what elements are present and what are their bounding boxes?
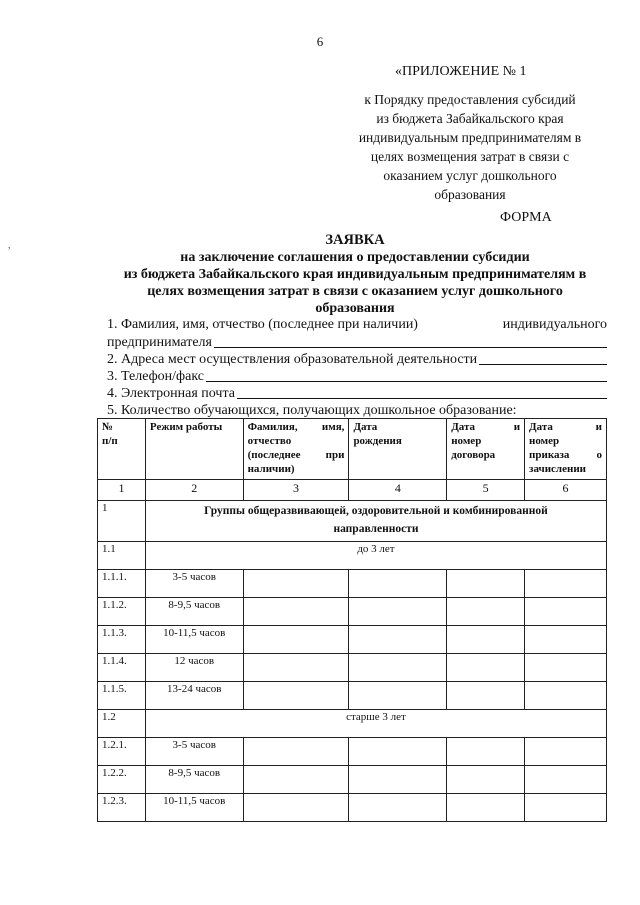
cell-birthdate[interactable] xyxy=(349,738,447,766)
header-text: Дата xyxy=(353,421,378,433)
cell-birthdate[interactable] xyxy=(349,654,447,682)
header-number-sign: № xyxy=(102,421,114,433)
group-title-line: направленности xyxy=(333,523,419,535)
order-line: оказанием услуг дошкольного xyxy=(383,168,557,183)
phone-blank-line[interactable] xyxy=(206,380,607,382)
order-line: целях возмещения затрат в связи с xyxy=(370,149,570,164)
cell-fullname[interactable] xyxy=(243,794,349,822)
cell-contract[interactable] xyxy=(447,626,525,654)
field-name-label: 1. Фамилия, имя, отчество (последнее при наличии) xyxy=(107,317,418,332)
appendix-heading: «ПРИЛОЖЕНИЕ № 1 xyxy=(395,64,527,79)
cell-order[interactable] xyxy=(525,654,607,682)
margin-mark: , xyxy=(8,240,11,251)
title-main: ЗАЯВКА xyxy=(325,232,385,248)
row-number: 1.2.3. xyxy=(98,794,146,822)
header-text: и xyxy=(513,421,521,433)
form-label: ФОРМА xyxy=(500,210,552,225)
order-line: образования xyxy=(434,187,506,202)
field-phone-label: 3. Телефон/факс xyxy=(107,369,205,384)
address-blank-line[interactable] xyxy=(479,363,607,365)
table-row xyxy=(98,682,607,710)
row-mode: 12 часов xyxy=(145,654,243,682)
row-mode: 8-9,5 часов xyxy=(145,766,243,794)
group-title xyxy=(145,501,606,542)
table-row xyxy=(98,794,607,822)
field-phone-row xyxy=(107,368,607,385)
title-line: из бюджета Забайкальского края индивидуальным предпринимателям в xyxy=(123,267,587,282)
cell-contract[interactable] xyxy=(447,738,525,766)
table-row xyxy=(98,738,607,766)
cell-order[interactable] xyxy=(525,598,607,626)
header-birthdate xyxy=(349,419,447,480)
header-text: (последнее xyxy=(247,449,301,461)
cell-birthdate[interactable] xyxy=(349,570,447,598)
cell-order[interactable] xyxy=(525,570,607,598)
column-number: 6 xyxy=(525,480,607,501)
title-line: на заключение соглашения о предоставлении субсидии xyxy=(180,250,530,265)
row-mode: 3-5 часов xyxy=(145,570,243,598)
table-row xyxy=(98,598,607,626)
field-entrepreneur-label: предпринимателя xyxy=(107,335,212,350)
row-number: 1.1.1. xyxy=(98,570,146,598)
header-text: номер xyxy=(529,435,560,447)
header-text: и xyxy=(595,421,602,433)
column-number: 5 xyxy=(447,480,525,501)
cell-contract[interactable] xyxy=(447,570,525,598)
application-title xyxy=(100,232,610,317)
cell-fullname[interactable] xyxy=(243,570,349,598)
email-blank-line[interactable] xyxy=(237,397,607,399)
subgroup-number: 1.1 xyxy=(98,542,146,570)
row-mode: 10-11,5 часов xyxy=(145,794,243,822)
field-address-row xyxy=(107,351,607,368)
field-entrepreneur-row xyxy=(107,334,607,351)
row-number: 1.1.3. xyxy=(98,626,146,654)
cell-birthdate[interactable] xyxy=(349,626,447,654)
header-text: о xyxy=(596,449,602,461)
cell-fullname[interactable] xyxy=(243,598,349,626)
name-blank-line[interactable] xyxy=(214,346,607,348)
subgroup-row xyxy=(98,710,607,738)
cell-birthdate[interactable] xyxy=(349,682,447,710)
title-line: образования xyxy=(315,301,395,316)
field-email-row xyxy=(107,385,607,402)
order-line: индивидуальным предпринимателям в xyxy=(358,130,582,145)
students-table xyxy=(97,418,607,822)
header-text: Фамилия, xyxy=(247,421,298,433)
subgroup-label: старше 3 лет xyxy=(145,710,606,738)
table-row xyxy=(98,766,607,794)
field-name-label-cont: индивидуального xyxy=(502,317,607,332)
header-number xyxy=(98,419,146,480)
header-text: зачислении xyxy=(529,463,587,475)
group-number: 1 xyxy=(98,501,146,542)
column-number: 4 xyxy=(349,480,447,501)
header-mode: Режим работы xyxy=(145,419,243,480)
header-fullname xyxy=(243,419,349,480)
order-line: из бюджета Забайкальского края xyxy=(376,111,564,126)
cell-order[interactable] xyxy=(525,682,607,710)
cell-order[interactable] xyxy=(525,626,607,654)
header-text: Дата xyxy=(529,421,553,433)
order-reference xyxy=(335,90,605,204)
header-number-abbr: п/п xyxy=(102,435,118,447)
cell-contract[interactable] xyxy=(447,598,525,626)
field-email-label: 4. Электронная почта xyxy=(107,386,235,401)
column-number: 3 xyxy=(243,480,349,501)
row-mode: 13-24 часов xyxy=(145,682,243,710)
page-number: 6 xyxy=(316,34,324,49)
cell-order[interactable] xyxy=(525,766,607,794)
header-text: договора xyxy=(451,449,496,461)
cell-birthdate[interactable] xyxy=(349,794,447,822)
header-text: номер xyxy=(451,435,482,447)
field-count-row xyxy=(107,402,607,419)
header-text: приказа xyxy=(529,449,570,461)
cell-contract[interactable] xyxy=(447,794,525,822)
cell-birthdate[interactable] xyxy=(349,766,447,794)
table-row xyxy=(98,570,607,598)
field-address-label: 2. Адреса мест осуществления образовательной деятельности xyxy=(107,352,478,367)
cell-order[interactable] xyxy=(525,794,607,822)
header-text: отчество xyxy=(247,435,292,447)
row-number: 1.1.2. xyxy=(98,598,146,626)
order-line: к Порядку предоставления субсидий xyxy=(364,92,576,107)
row-number: 1.2.1. xyxy=(98,738,146,766)
cell-fullname[interactable] xyxy=(243,654,349,682)
field-count-label: 5. Количество обучающихся, получающих дошкольное образование: xyxy=(107,403,517,418)
group-title-line: Группы общеразвивающей, оздоровительной и комбинированной xyxy=(204,505,548,517)
row-number: 1.1.4. xyxy=(98,654,146,682)
header-text: при xyxy=(325,449,345,461)
subgroup-row xyxy=(98,542,607,570)
header-text: имя, xyxy=(321,421,345,433)
cell-fullname[interactable] xyxy=(243,738,349,766)
cell-order[interactable] xyxy=(525,738,607,766)
header-text: наличии) xyxy=(247,463,295,475)
group-row xyxy=(98,501,607,542)
title-line: целях возмещения затрат в связи с оказанием услуг дошкольного xyxy=(147,284,563,299)
column-number: 2 xyxy=(145,480,243,501)
row-number: 1.2.2. xyxy=(98,766,146,794)
table-header-row xyxy=(98,419,607,480)
subgroup-label: до 3 лет xyxy=(145,542,606,570)
row-mode: 8-9,5 часов xyxy=(145,598,243,626)
column-number: 1 xyxy=(98,480,146,501)
header-enrollment-order xyxy=(525,419,607,480)
header-text: рождения xyxy=(353,435,402,447)
cell-contract[interactable] xyxy=(447,682,525,710)
subgroup-number: 1.2 xyxy=(98,710,146,738)
cell-contract[interactable] xyxy=(447,766,525,794)
cell-contract[interactable] xyxy=(447,654,525,682)
row-number: 1.1.5. xyxy=(98,682,146,710)
cell-fullname[interactable] xyxy=(243,682,349,710)
cell-fullname[interactable] xyxy=(243,766,349,794)
header-contract xyxy=(447,419,525,480)
form-fields xyxy=(107,317,607,419)
row-mode: 3-5 часов xyxy=(145,738,243,766)
cell-birthdate[interactable] xyxy=(349,598,447,626)
table-row xyxy=(98,626,607,654)
header-text: Дата xyxy=(451,421,476,433)
cell-fullname[interactable] xyxy=(243,626,349,654)
row-mode: 10-11,5 часов xyxy=(145,626,243,654)
field-name-row xyxy=(107,317,607,334)
table-row xyxy=(98,654,607,682)
column-number-row xyxy=(98,480,607,501)
